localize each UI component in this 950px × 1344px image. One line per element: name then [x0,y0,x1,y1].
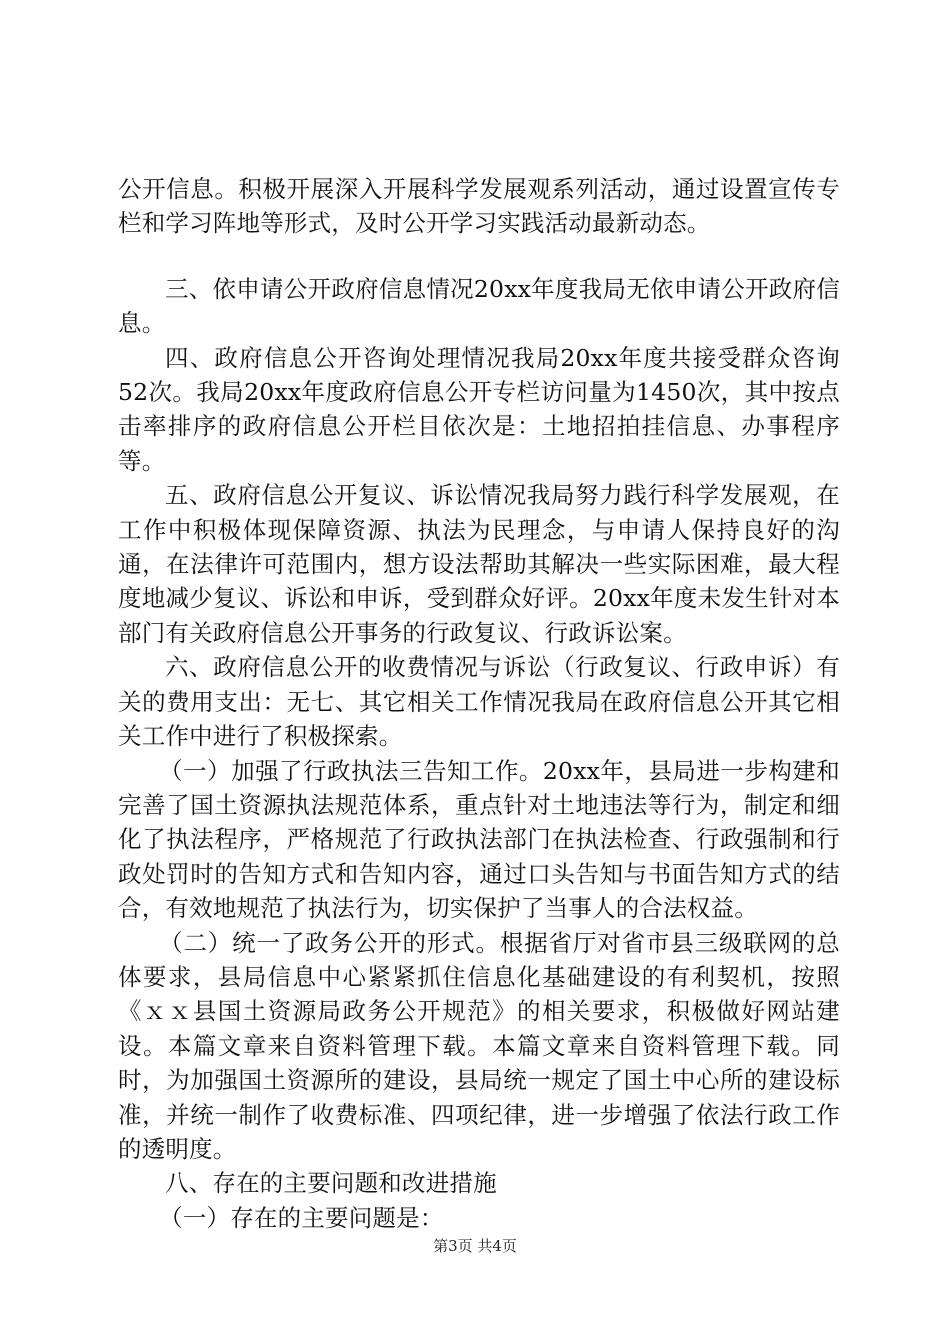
sub-heading-problems: （一）存在的主要问题是： [159,1203,444,1232]
section-heading-8: 八、存在的主要问题和改进措施 [165,1169,497,1198]
page-number-footer: 第3页 共4页 [433,1237,517,1255]
paragraph-section-4: 四、政府信息公开咨询处理情况我局20xx年度共接受群众咨询52次。我局20xx年度政府信息公开专栏访问量为1450次，其中按点击率排序的政府信息公开栏目依次是：土地招拍挂信息、办事程序等。 [118,343,840,475]
paragraph-section-3: 三、依申请公开政府信息情况20xx年度我局无依申请公开政府信息。 [118,274,840,338]
paragraph-item-2: （二）统一了政务公开的形式。根据省厅对省市县三级联网的总体要求，县局信息中心紧紧抓住信息化基础建设的有利契机，按照《ｘｘ县国土资源局政务公开规范》的相关要求，积极做好网站建设。本篇文章来自资料管理下载。本篇文章来自资料管理下载。同时，为加强国土资源所的建设，县局统一规定了国土中心所的建设标准，并统一制作了收费标准、四项纪律，进一步增强了依法行政工作的透明度。 [118,928,840,1163]
paragraph-section-5: 五、政府信息公开复议、诉讼情况我局努力践行科学发展观，在工作中积极体现保障资源、执法为民理念，与申请人保持良好的沟通，在法律许可范围内，想方设法帮助其解决一些实际困难，最大程度地减少复议、诉讼和申诉，受到群众好评。20xx年度未发生针对本部门有关政府信息公开事务的行政复议、行政诉讼案。 [118,481,840,647]
paragraph-item-1: （一）加强了行政执法三告知工作。20xx年，县局进一步构建和完善了国土资源执法规范体系，重点针对土地违法等行为，制定和细化了执法程序，严格规范了行政执法部门在执法检查、行政强制和行政处罚时的告知方式和告知内容，通过口头告知与书面告知方式的结合，有效地规范了执法行为，切实保护了当事人的合法权益。 [118,756,840,923]
document-body [118,172,840,1235]
paragraph-continued: 公开信息。积极开展深入开展科学发展观系列活动，通过设置宣传专栏和学习阵地等形式，及时公开学习实践活动最新动态。 [118,175,840,238]
paragraph-section-6-7: 六、政府信息公开的收费情况与诉讼（行政复议、行政申诉）有关的费用支出：无七、其它相关工作情况我局在政府信息公开其它相关工作中进行了积极探索。 [118,653,840,751]
